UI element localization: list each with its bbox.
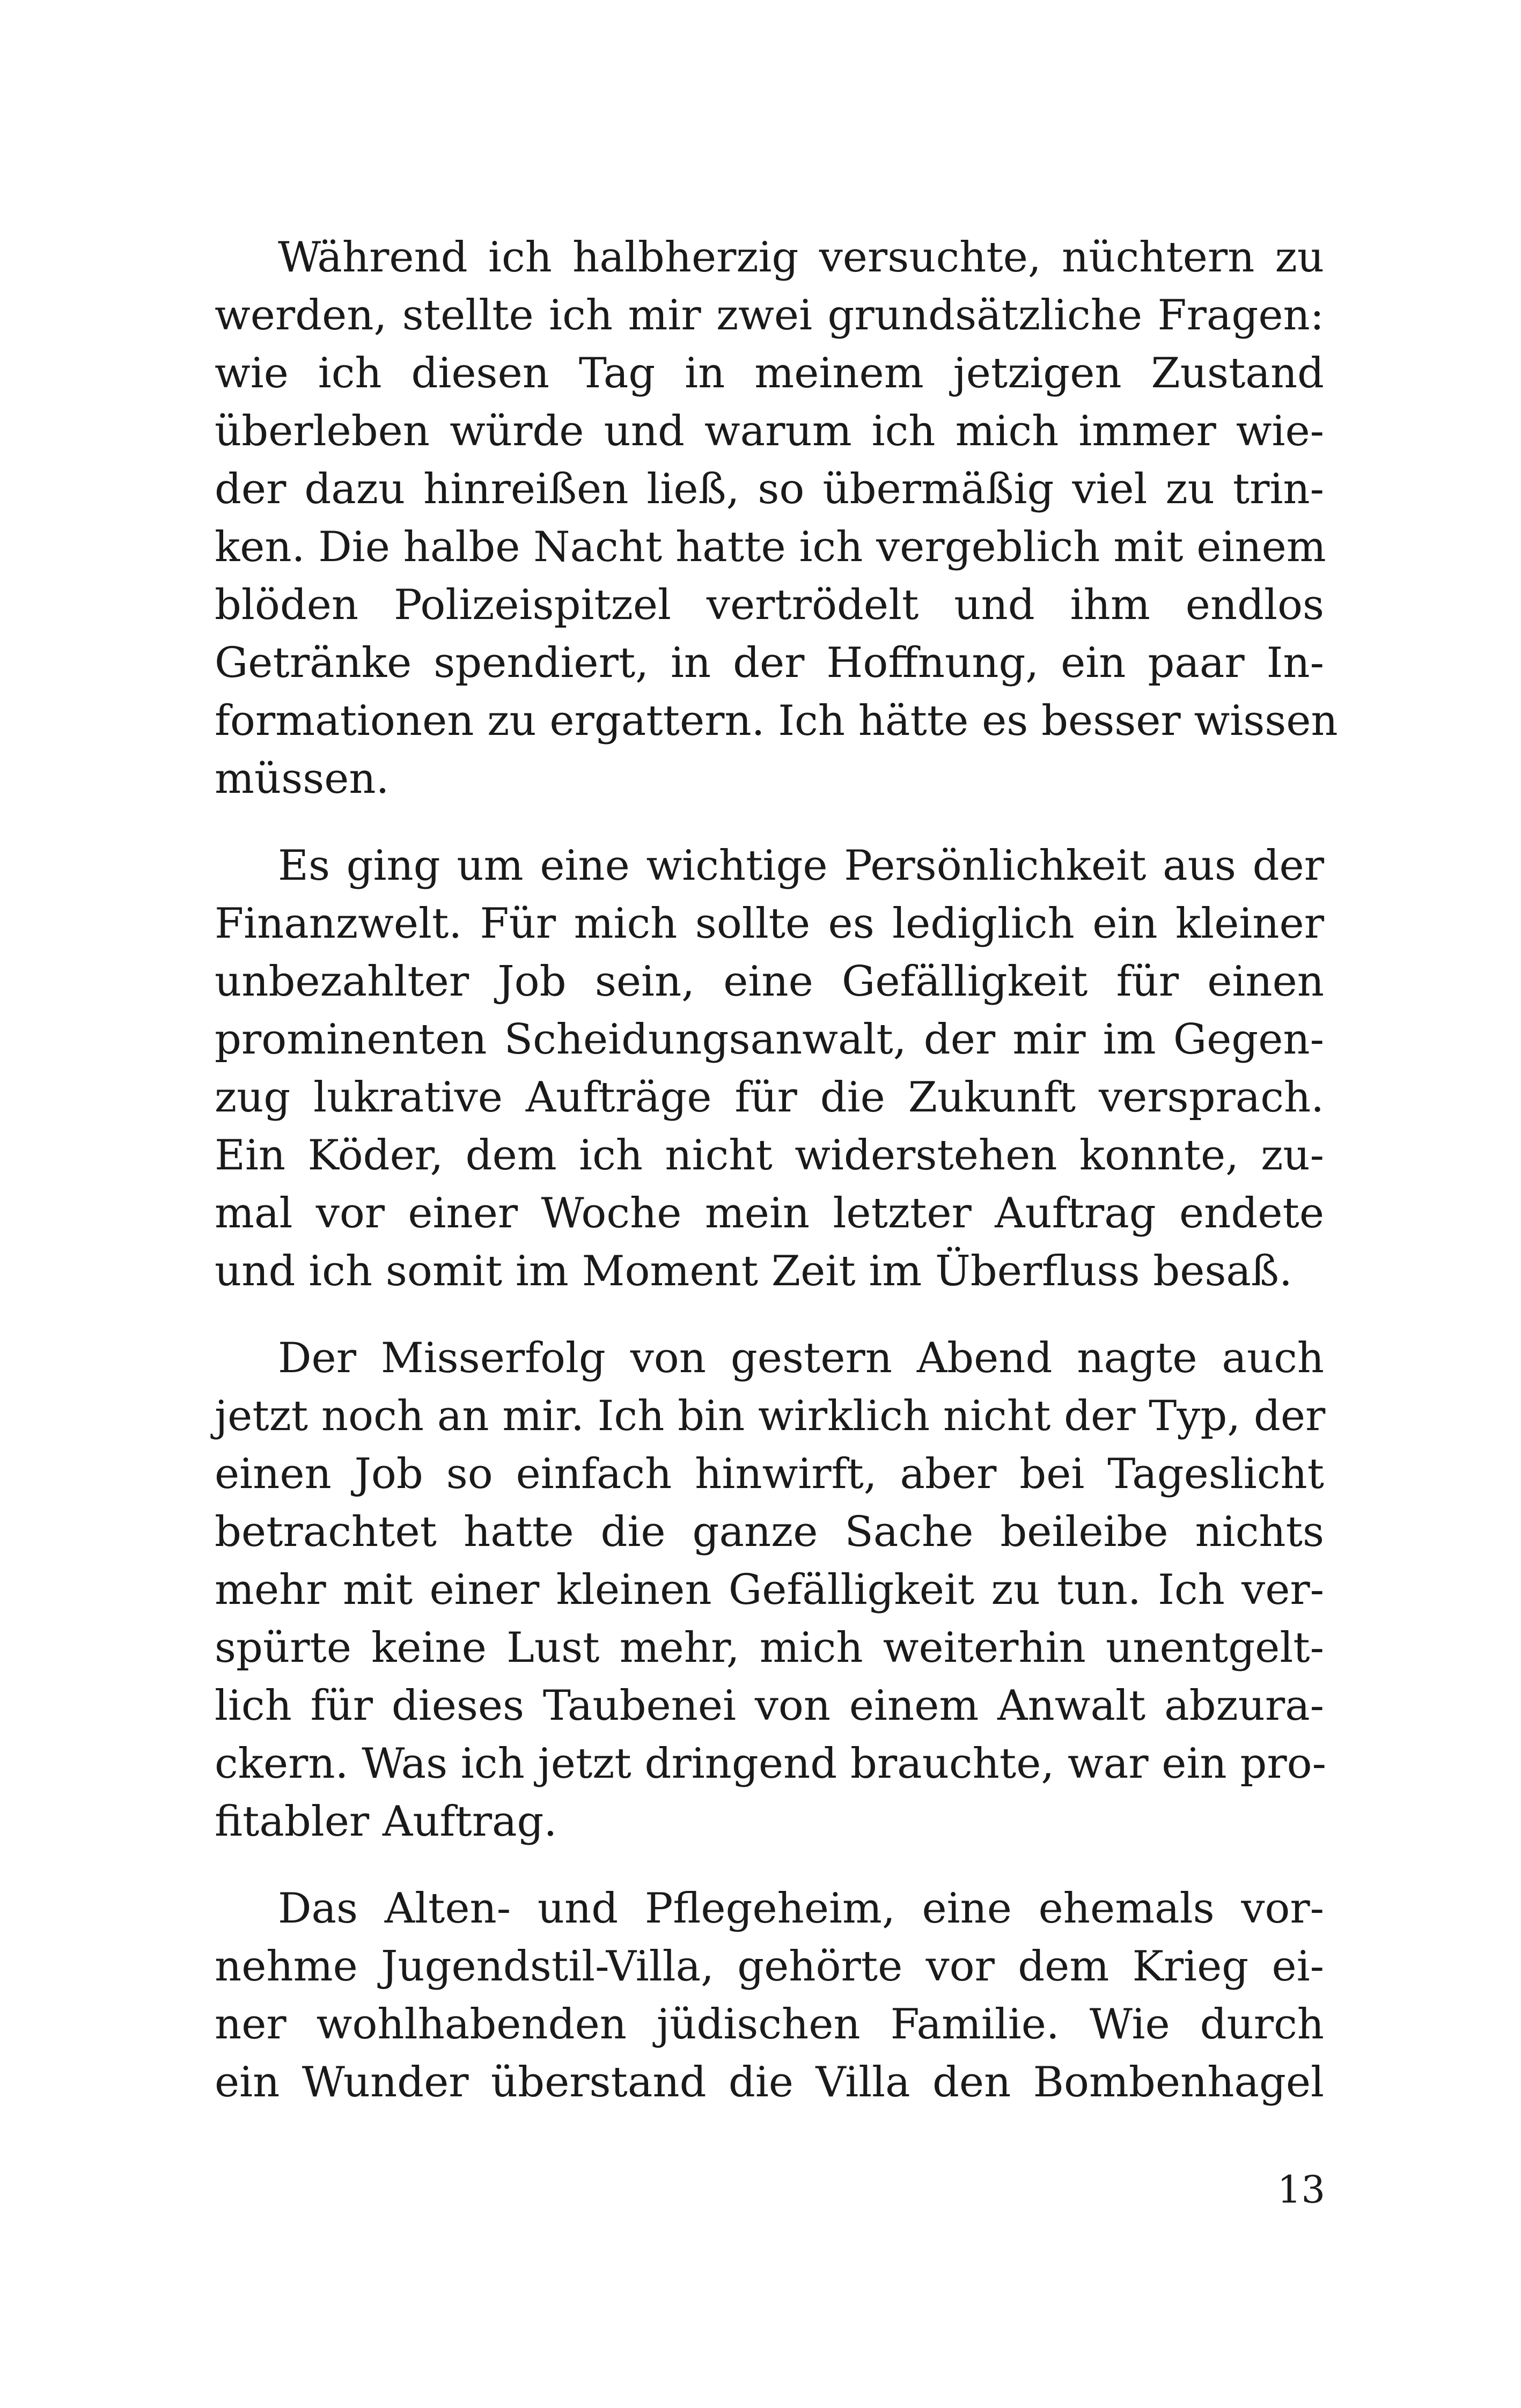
text-line: werden, stellte ich mir zwei grundsätzliche Fragen: bbox=[215, 291, 1324, 340]
text-line: ein Wunder überstand die Villa den Bombenhagel bbox=[215, 2058, 1324, 2107]
text-line: der dazu hinreißen ließ, so übermäßig viel zu trin- bbox=[215, 465, 1324, 513]
text-line: Das Alten- und Pflegeheim, eine ehemals vor- bbox=[278, 1884, 1324, 1933]
text-line: betrachtet hatte die ganze Sache beileibe nichts bbox=[215, 1508, 1324, 1556]
page-number: 13 bbox=[1277, 2168, 1325, 2212]
text-line: ken. Die halbe Nacht hatte ich vergeblich mit einem bbox=[215, 523, 1326, 571]
text-line: ckern. Was ich jetzt dringend brauchte, war ein pro- bbox=[215, 1740, 1326, 1788]
text-line: blöden Polizeispitzel vertrödelt und ihm endlos bbox=[215, 581, 1324, 629]
paragraph bbox=[215, 1329, 1324, 1851]
text-line: Getränke spendiert, in der Hoffnung, ein paar In- bbox=[215, 639, 1324, 687]
text-line: nehme Jugendstil-Villa, gehörte vor dem Krieg ei- bbox=[215, 1942, 1324, 1991]
text-line: prominenten Scheidungsanwalt, der mir im Gegen- bbox=[215, 1015, 1324, 1064]
text-line: ner wohlhabenden jüdischen Familie. Wie durch bbox=[215, 2000, 1324, 2049]
text-line: wie ich diesen Tag in meinem jetzigen Zustand bbox=[215, 349, 1324, 397]
text-line: jetzt noch an mir. Ich bin wirklich nicht der Typ, der bbox=[215, 1392, 1326, 1440]
paragraph bbox=[215, 229, 1338, 808]
paragraph bbox=[215, 1880, 1324, 2111]
text-line: Ein Köder, dem ich nicht widerstehen konnte, zu- bbox=[215, 1131, 1324, 1180]
text-line: mal vor einer Woche mein letzter Auftrag endete bbox=[215, 1189, 1324, 1238]
text-line: Während ich halbherzig versuchte, nüchtern zu bbox=[278, 233, 1324, 282]
body-text bbox=[215, 229, 1338, 2140]
text-line: fitabler Auftrag. bbox=[215, 1798, 557, 1846]
paragraph bbox=[215, 837, 1324, 1300]
text-line: lich für dieses Taubenei von einem Anwalt abzura- bbox=[215, 1682, 1324, 1730]
text-line: überleben würde und warum ich mich immer wie- bbox=[215, 407, 1324, 455]
text-line: spürte keine Lust mehr, mich weiterhin unentgelt- bbox=[215, 1624, 1324, 1672]
text-line: einen Job so einfach hinwirft, aber bei Tageslicht bbox=[215, 1450, 1324, 1498]
text-line: Finanzwelt. Für mich sollte es lediglich ein kleiner bbox=[215, 900, 1324, 948]
text-line: mehr mit einer kleinen Gefälligkeit zu tun. Ich ver- bbox=[215, 1566, 1324, 1614]
text-line: formationen zu ergattern. Ich hätte es besser wissen bbox=[215, 697, 1338, 745]
text-line: unbezahlter Job sein, eine Gefälligkeit für einen bbox=[215, 958, 1324, 1006]
text-line: Der Misserfolg von gestern Abend nagte auch bbox=[278, 1334, 1324, 1382]
text-line: und ich somit im Moment Zeit im Überfluss besaß. bbox=[215, 1247, 1292, 1295]
text-line: Es ging um eine wichtige Persönlichkeit aus der bbox=[278, 842, 1324, 890]
text-line: zug lukrative Aufträge für die Zukunft versprach. bbox=[215, 1073, 1324, 1122]
text-line: müssen. bbox=[215, 755, 390, 803]
